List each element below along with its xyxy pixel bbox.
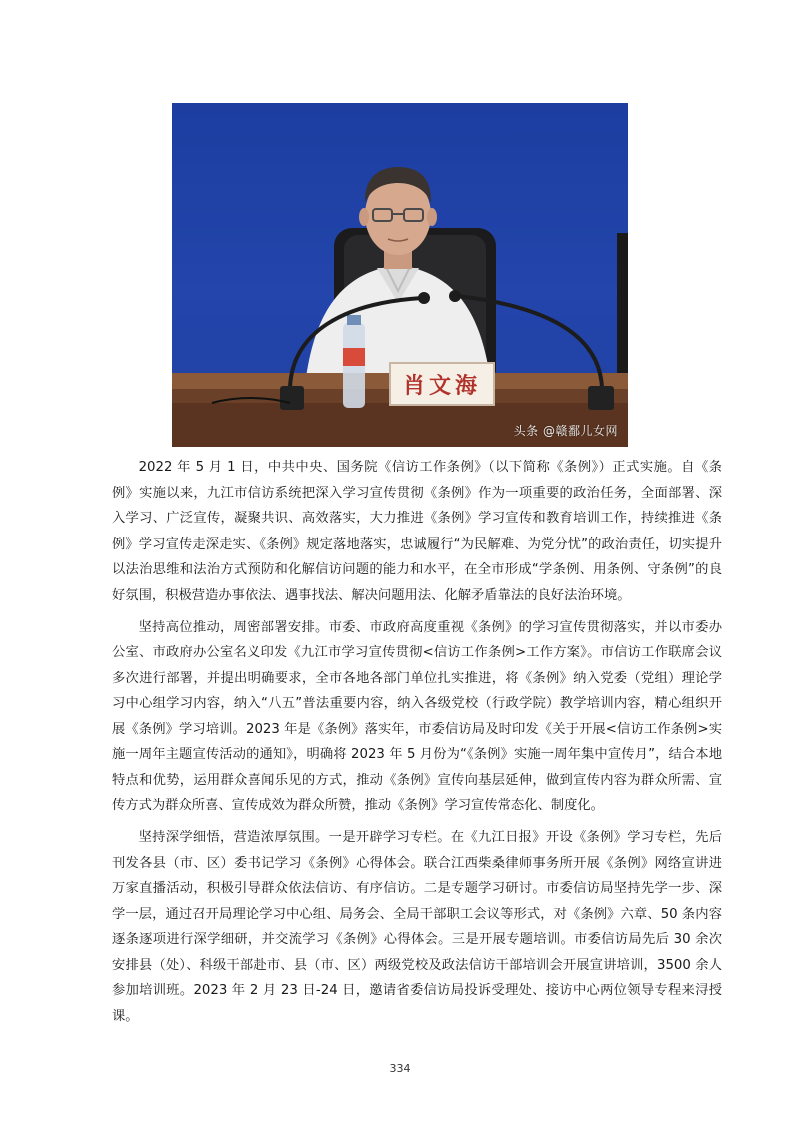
article-body bbox=[112, 455, 722, 1036]
paragraph-study: 坚持深学细悟，营造浓厚氛围。一是开辟学习专栏。在《九江日报》开设《条例》学习专栏，先后刊发各县（市、区）委书记学习《条例》心得体会。联合江西柴桑律师事务所开展《条例》网络宣讲进万家直播活动，积极引导群众依法信访、有序信访。二是专题学习研讨。市委信访局坚持先学一步、深学一层，通过召开局理论学习中心组、局务会、全局干部职工会议等形式，对《条例》六章、50 条内容逐条逐项进行深学细研，并交流学习《条例》心得体会。三是开展专题培训。市委信访局先后 30 余次安排县（处）、科级干部赴市、县（市、区）两级党校及政法信访干部培训会开展宣讲培训，3500 余人参加培训班。2023 年 2 月 23 日-24 日，邀请省委信访局投诉受理处、接访中心两位领导专程来浔授课。 bbox=[112, 830, 722, 1024]
paragraph-intro: 2022 年 5 月 1 日，中共中央、国务院《信访工作条例》（以下简称《条例》）正式实施。自《条例》实施以来，九江市信访系统把深入学习宣传贯彻《条例》作为一项重要的政治任务，全面部署、深入学习、广泛宣传，凝聚共识、高效落实，大力推进《条例》学习宣传和教育培训工作，持续推进《条例》学习宣传走深走实、《条例》规定落地落实，忠诚履行“为民解难、为党分忧”的政治责任，切实提升以法治思维和法治方式预防和化解信访问题的能力和水平，在全市形成“学条例、用条例、守条例”的良好氛围，积极营造办事依法、遇事找法、解决问题用法、化解矛盾靠法的良好法治环境。 bbox=[112, 460, 722, 603]
paragraph-deployment: 坚持高位推动，周密部署安排。市委、市政府高度重视《条例》的学习宣传贯彻落实，并以市委办公室、市政府办公室名义印发《九江市学习宣传贯彻<信访工作条例>工作方案》。市信访工作联席会议多次进行部署，并提出明确要求，全市各地各部门单位扎实推进，将《条例》纳入党委（党组）理论学习中心组学习内容，纳入“八五”普法重要内容，纳入各级党校（行政学院）教学培训内容，精心组织开展《条例》学习培训。2023 年是《条例》落实年，市委信访局及时印发《关于开展<信访工作条例>实施一周年主题宣传活动的通知》，明确将 2023 年 5 月份为“《条例》实施一周年集中宣传月”，结合本地特点和优势，运用群众喜闻乐见的方式，推动《条例》宣传向基层延伸，做到宣传内容为群众所需、宣传方式为群众所喜、宣传成效为群众所赞，推动《条例》学习宣传常态化、制度化。 bbox=[112, 619, 722, 814]
page-number: 334 bbox=[389, 1062, 411, 1075]
nameplate bbox=[389, 362, 495, 406]
nameplate-text: 肖文海 bbox=[402, 372, 481, 399]
photo-watermark: 头条 @赣鄱儿女网 bbox=[513, 424, 618, 438]
press-conference-photo bbox=[172, 103, 628, 447]
